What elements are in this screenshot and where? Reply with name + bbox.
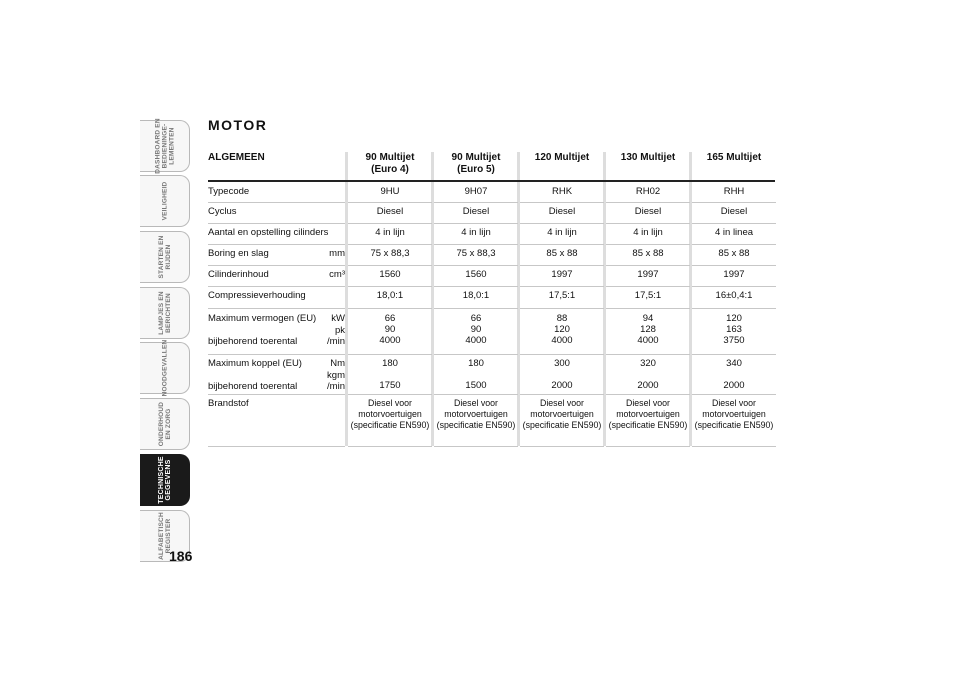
sidebar-tab-4[interactable] — [140, 339, 190, 397]
table-cell: 94 128 4000 — [637, 313, 659, 346]
sidebar-tab-label: TECHNISCHE GEGEVENS — [157, 456, 172, 504]
row-rule — [434, 354, 518, 355]
sidebar-tab-label: ONDERHOUD EN ZORG — [157, 401, 172, 447]
row-rule — [208, 394, 345, 395]
row-rule — [208, 354, 345, 355]
row-rule — [520, 446, 604, 447]
row-rule — [692, 244, 776, 245]
table-cell: 320 2000 — [637, 358, 659, 391]
table-cell: RHK — [551, 186, 573, 197]
sidebar-tab-label: VEILIGHEID — [161, 181, 168, 221]
row-rule — [434, 244, 518, 245]
table-cell: 9H07 — [464, 186, 488, 197]
table-cell: 85 x 88 — [632, 248, 664, 259]
sidebar-tab-2[interactable] — [140, 231, 190, 283]
column-header: 130 Multijet — [620, 152, 676, 163]
row-rule — [606, 394, 690, 395]
row-rule — [434, 446, 518, 447]
row-rule — [520, 223, 604, 224]
row-rule — [606, 308, 690, 309]
row-rule — [348, 265, 432, 266]
table-cell: Diesel — [376, 206, 404, 217]
column-header: 165 Multijet — [706, 152, 762, 163]
row-rule — [208, 308, 345, 309]
table-cell: 18,0:1 — [376, 290, 404, 301]
row-rule — [520, 244, 604, 245]
table-cell: 66 90 4000 — [465, 313, 487, 346]
table-cell: Diesel voor motorvoertuigen (specificatie EN590) — [436, 398, 516, 430]
row-rule — [520, 265, 604, 266]
column-header: 90 Multijet (Euro 5) — [451, 152, 501, 175]
row-label: Typecode — [208, 186, 250, 197]
row-label: Brandstof — [208, 398, 249, 409]
row-rule — [520, 308, 604, 309]
row-rule — [208, 202, 345, 203]
table-cell: 9HU — [380, 186, 400, 197]
table-cell: 4 in lijn — [633, 227, 663, 238]
header-rule — [208, 180, 775, 182]
row-label: Cilinderinhoud — [208, 269, 269, 280]
row-rule — [692, 446, 776, 447]
table-cell: 1560 — [379, 269, 401, 280]
table-cell: 180 1750 — [379, 358, 401, 391]
row-rule — [348, 446, 432, 447]
table-cell: 4 in linea — [714, 227, 754, 238]
table-cell: 1560 — [465, 269, 487, 280]
row-label: Maximum koppel (EU) bijbehorend toerental — [208, 358, 302, 392]
table-cell: 16±0,4:1 — [715, 290, 753, 301]
section-header: ALGEMEEN — [208, 152, 265, 163]
row-rule — [520, 394, 604, 395]
table-cell: 17,5:1 — [548, 290, 576, 301]
row-rule — [606, 244, 690, 245]
row-unit: mm — [329, 248, 345, 259]
row-label: Compressieverhouding — [208, 290, 306, 301]
row-rule — [348, 223, 432, 224]
row-rule — [208, 446, 345, 447]
sidebar-tab-0[interactable] — [140, 120, 190, 172]
sidebar-tab-label: DASHBOARD EN BEDIENINGE- LEMENTEN — [154, 118, 175, 174]
row-unit: Nm kgm /min — [327, 358, 345, 392]
sidebar-tab-1[interactable] — [140, 175, 190, 227]
sidebar-tab-6[interactable] — [140, 454, 190, 506]
table-cell: Diesel — [462, 206, 490, 217]
row-label: Cyclus — [208, 206, 237, 217]
table-cell: Diesel voor motorvoertuigen (specificatie EN590) — [694, 398, 774, 430]
table-cell: 1997 — [637, 269, 659, 280]
row-rule — [434, 202, 518, 203]
table-cell: Diesel voor motorvoertuigen (specificatie EN590) — [522, 398, 602, 430]
row-rule — [348, 202, 432, 203]
row-rule — [520, 286, 604, 287]
row-rule — [606, 446, 690, 447]
table-cell: Diesel voor motorvoertuigen (specificatie EN590) — [350, 398, 430, 430]
row-rule — [520, 354, 604, 355]
table-cell: 17,5:1 — [634, 290, 662, 301]
row-rule — [348, 286, 432, 287]
row-rule — [606, 265, 690, 266]
row-rule — [692, 354, 776, 355]
row-rule — [606, 354, 690, 355]
row-rule — [208, 265, 345, 266]
table-cell: RH02 — [635, 186, 661, 197]
table-cell: 4 in lijn — [375, 227, 405, 238]
table-cell: Diesel — [720, 206, 748, 217]
row-rule — [348, 308, 432, 309]
table-cell: 180 1500 — [465, 358, 487, 391]
sidebar-tab-label: STARTEN EN RIJDEN — [157, 235, 172, 279]
sidebar-tab-label: LAMPJES EN BERICHTEN — [157, 291, 172, 335]
column-header: 120 Multijet — [534, 152, 590, 163]
row-rule — [348, 244, 432, 245]
row-label: Maximum vermogen (EU) bijbehorend toerental — [208, 313, 317, 347]
column-header: 90 Multijet (Euro 4) — [365, 152, 415, 175]
table-cell: 340 2000 — [723, 358, 745, 391]
table-cell: 300 2000 — [551, 358, 573, 391]
row-rule — [606, 286, 690, 287]
row-rule — [692, 223, 776, 224]
row-rule — [606, 223, 690, 224]
row-rule — [348, 394, 432, 395]
row-rule — [434, 223, 518, 224]
row-rule — [208, 244, 345, 245]
row-rule — [692, 202, 776, 203]
row-rule — [692, 265, 776, 266]
row-label: Boring en slag — [208, 248, 269, 259]
table-cell: Diesel — [634, 206, 662, 217]
row-rule — [434, 394, 518, 395]
row-unit: cm³ — [329, 269, 345, 280]
page-number: 186 — [169, 548, 193, 564]
table-cell: 4 in lijn — [461, 227, 491, 238]
table-cell: 75 x 88,3 — [456, 248, 496, 259]
table-cell: Diesel — [548, 206, 576, 217]
table-cell: 120 163 3750 — [723, 313, 745, 346]
row-rule — [348, 354, 432, 355]
table-cell: 4 in lijn — [547, 227, 577, 238]
row-unit: kW pk /min — [327, 313, 345, 347]
table-cell: 66 90 4000 — [379, 313, 401, 346]
row-rule — [692, 394, 776, 395]
table-cell: 18,0:1 — [462, 290, 490, 301]
page-title: MOTOR — [208, 117, 268, 133]
table-cell: 85 x 88 — [718, 248, 750, 259]
table-cell: 88 120 4000 — [551, 313, 573, 346]
row-rule — [208, 223, 345, 224]
row-label: Aantal en opstelling cilinders — [208, 227, 329, 238]
table-cell: RHH — [723, 186, 745, 197]
table-cell: 1997 — [551, 269, 573, 280]
table-cell: 75 x 88,3 — [370, 248, 410, 259]
sidebar-tab-3[interactable] — [140, 287, 190, 339]
row-rule — [606, 202, 690, 203]
row-rule — [692, 308, 776, 309]
sidebar-tab-5[interactable] — [140, 398, 190, 450]
row-rule — [434, 286, 518, 287]
table-cell: 85 x 88 — [546, 248, 578, 259]
sidebar-tab-label: ALFABETISCH REGISTER — [157, 512, 172, 560]
row-rule — [208, 286, 345, 287]
table-cell: 1997 — [723, 269, 745, 280]
sidebar-tab-label: NOODGEVALLEN — [161, 339, 168, 397]
table-cell: Diesel voor motorvoertuigen (specificatie EN590) — [608, 398, 688, 430]
row-rule — [520, 202, 604, 203]
row-rule — [692, 286, 776, 287]
row-rule — [434, 308, 518, 309]
row-rule — [434, 265, 518, 266]
